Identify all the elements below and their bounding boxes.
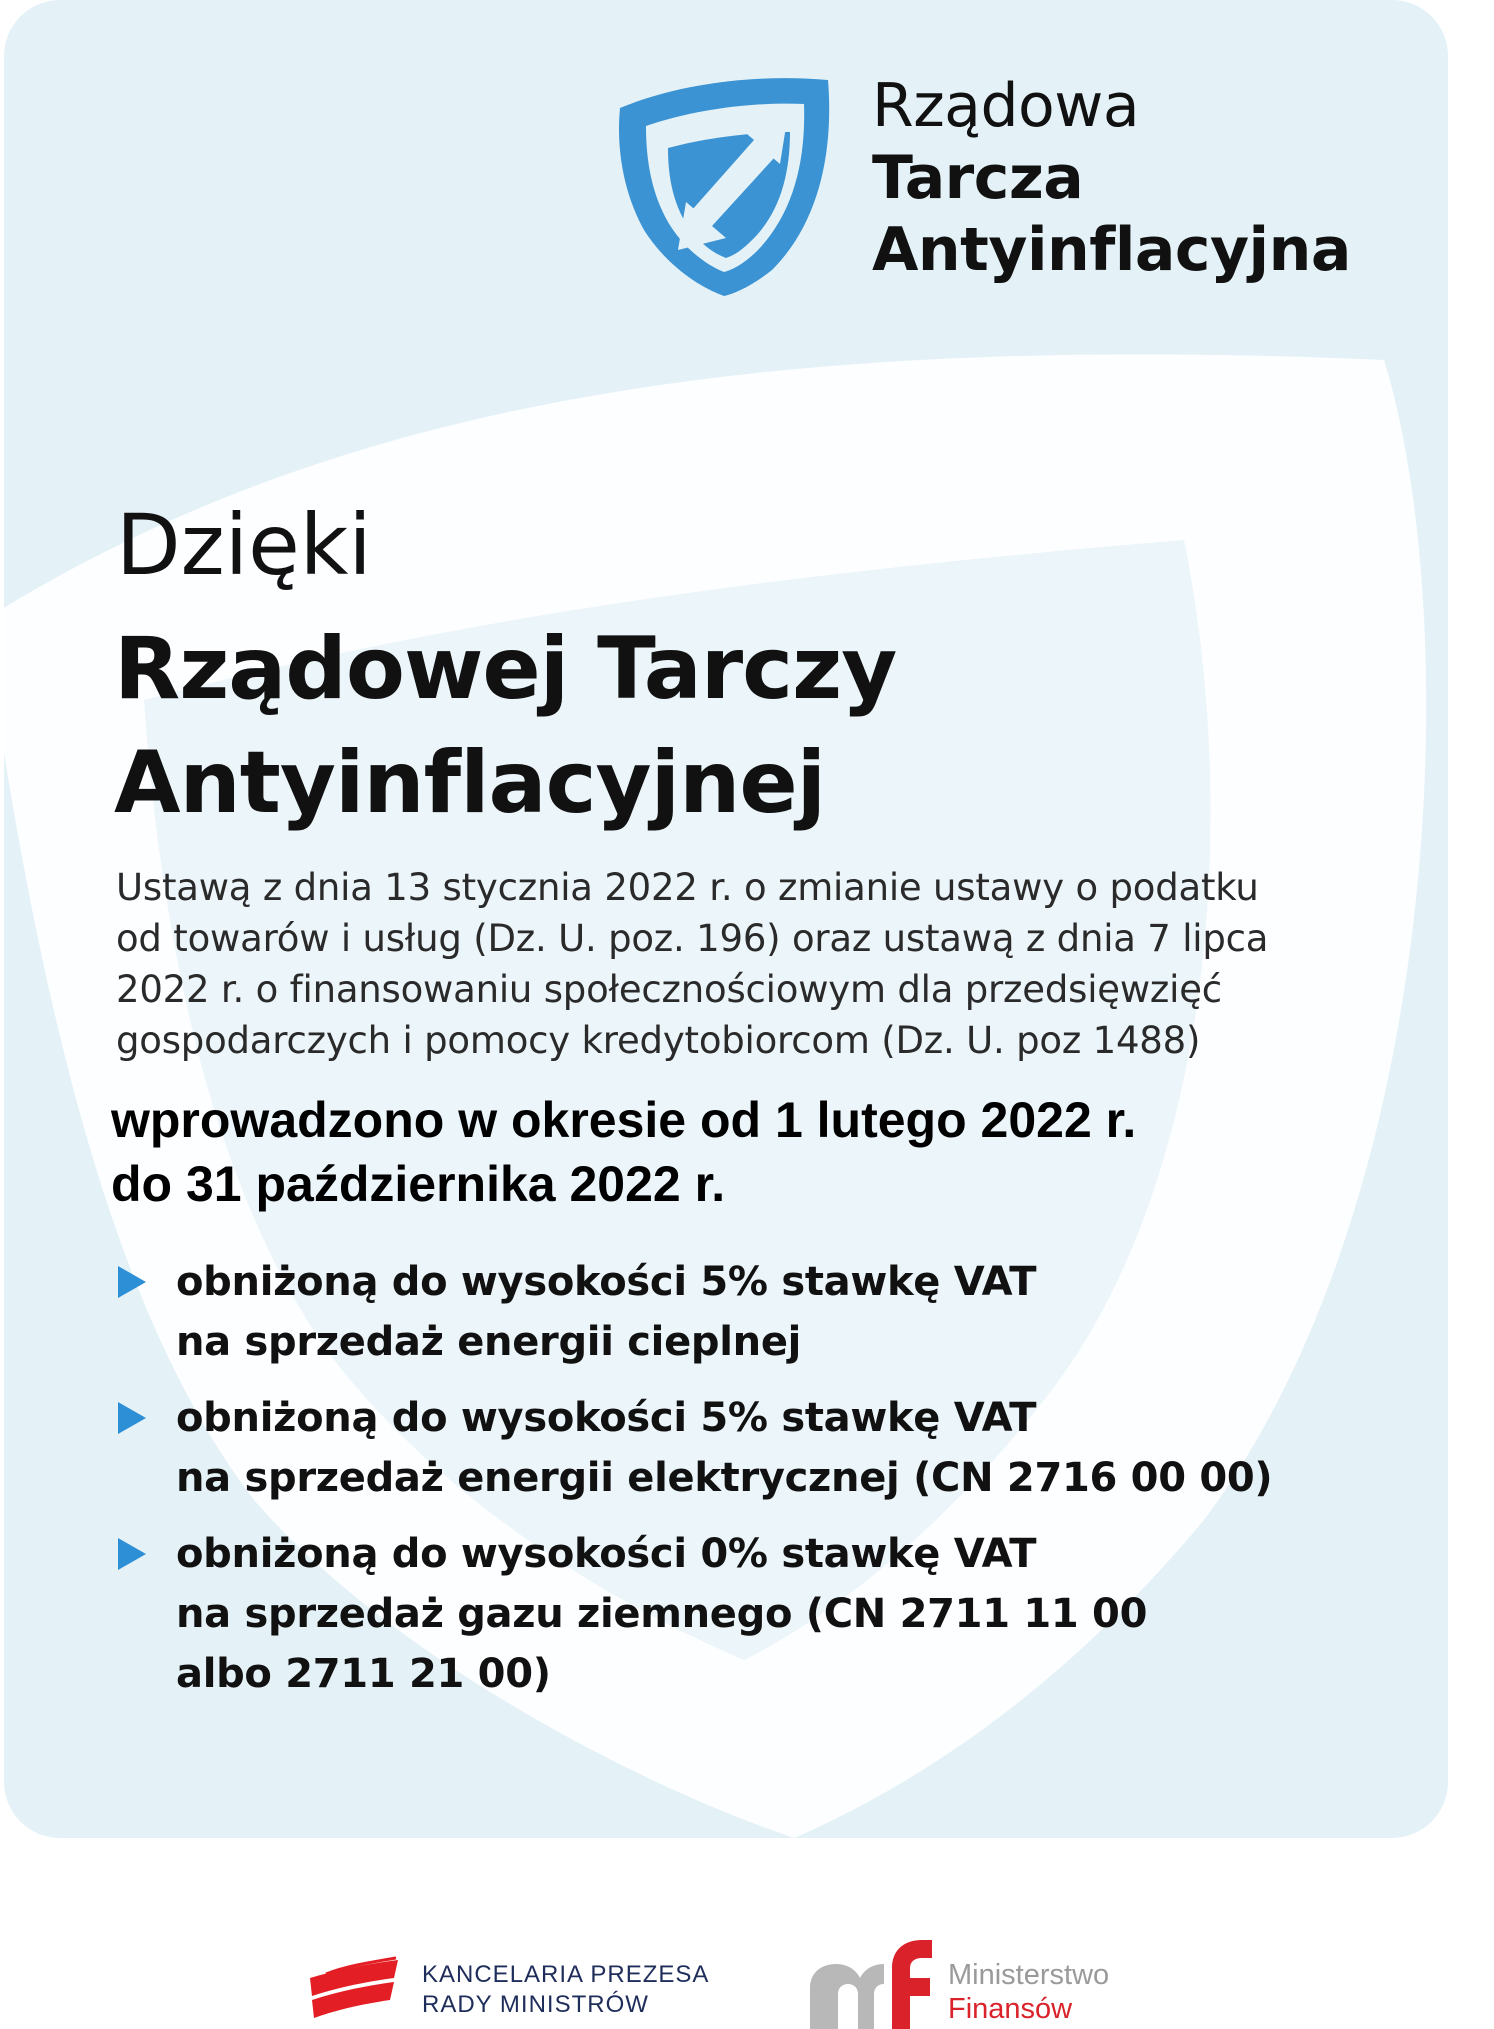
legal-basis-line: gospodarczych i pomocy kredytobiorcom (Dz. U. poz 1488) [116, 1019, 1201, 1062]
kprm-logo [306, 1944, 736, 2029]
period-line2: do 31 października 2022 r. [111, 1156, 726, 1212]
poster-card [4, 0, 1448, 1838]
mf-line1: Ministerstwo [948, 1959, 1110, 1991]
kprm-line1: KANCELARIA PREZESA [422, 1961, 710, 1988]
logo-line-rzadowa: Rządowa [872, 71, 1140, 141]
vat-measures-list [114, 1252, 1272, 1720]
legal-basis-line: Ustawą z dnia 13 stycznia 2022 r. o zmianie ustawy o podatku [116, 866, 1259, 909]
triangle-bullet-icon [118, 1538, 146, 1570]
headline-intro: Dzięki [116, 496, 372, 594]
headline-main [114, 612, 896, 840]
legal-basis-line: 2022 r. o finansowaniu społecznościowym dla przedsięwzięć [116, 968, 1222, 1011]
list-item: obniżoną do wysokości 5% stawkę VAT na sprzedaż energii elektrycznej (CN 2716 00 00) [114, 1388, 1272, 1508]
triangle-bullet-icon [118, 1266, 146, 1298]
legal-basis-paragraph [116, 862, 1436, 1066]
triangle-bullet-icon [118, 1402, 146, 1434]
shield-arrows-icon [612, 74, 836, 296]
logo-line-antyinflacyjna: Antyinflacyjna [872, 215, 1351, 285]
logo-wordmark [872, 70, 1351, 286]
headline-main-line1: Rządowej Tarczy [114, 619, 897, 719]
list-item: obniżoną do wysokości 0% stawkę VAT na sprzedaż gazu ziemnego (CN 2711 11 00 albo 2711 21 00) [114, 1524, 1272, 1704]
list-item: obniżoną do wysokości 5% stawkę VAT na sprzedaż energii cieplnej [114, 1252, 1272, 1372]
mf-line2: Finansów [948, 1993, 1073, 2025]
legal-basis-line: od towarów i usług (Dz. U. poz. 196) oraz ustawą z dnia 7 lipca [116, 917, 1269, 960]
polish-flag-icon [306, 1944, 400, 2029]
period-statement [111, 1088, 1136, 1216]
mf-monogram-icon [808, 1938, 938, 2029]
headline-main-line2: Antyinflacyjnej [114, 733, 826, 833]
mf-logo [808, 1938, 1208, 2029]
logo-line-tarcza: Tarcza [872, 143, 1084, 213]
kprm-line2: RADY MINISTRÓW [422, 1991, 649, 2018]
period-line1: wprowadzono w okresie od 1 lutego 2022 r. [111, 1092, 1137, 1148]
